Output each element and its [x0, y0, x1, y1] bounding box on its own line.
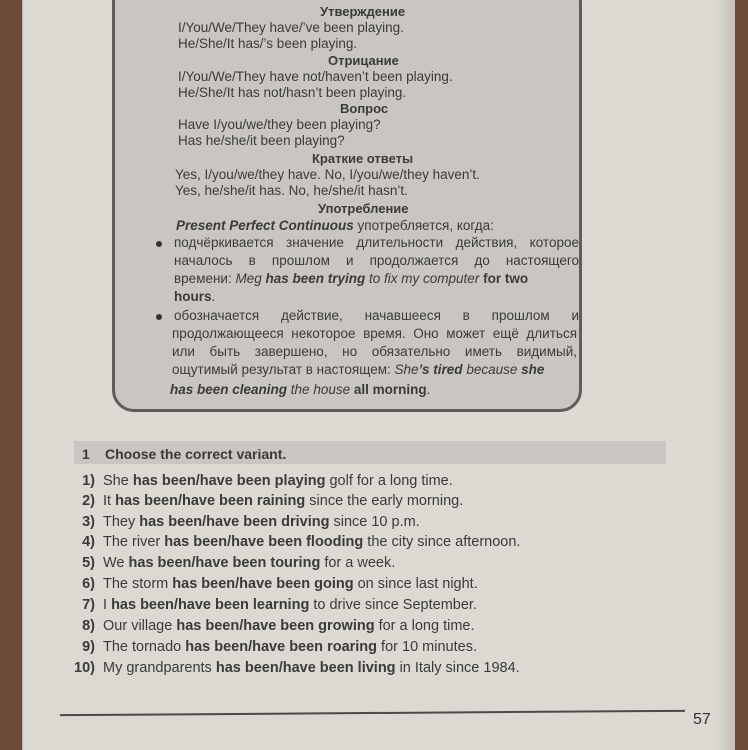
item-text-before: The tornado [103, 639, 186, 655]
bullet2-line-5 [170, 382, 430, 398]
item-choice: has been/have been touring [128, 555, 321, 571]
page-number: 57 [693, 711, 711, 728]
item-choice: has been/have been flooding [164, 534, 364, 550]
bullet2-example-state: ’s tired [418, 362, 463, 377]
item-text-after: in Italy since 1984. [395, 660, 520, 676]
bullet1-line-3 [174, 271, 528, 287]
item-number: 8) [82, 618, 95, 634]
item-text-after: for a week. [320, 555, 396, 571]
negative-line-1: I/You/We/They have not/haven’t been playing. [178, 69, 453, 84]
bullet2-example-she: she [521, 362, 545, 377]
negative-line-2: He/She/It has not/hasn’t been playing. [178, 85, 407, 100]
usage-heading: Употребление [318, 201, 409, 216]
short-answers-line-2: Yes, he/she/it has. No, he/she/it hasn’t. [175, 183, 408, 198]
item-number: 3) [82, 514, 95, 530]
exercise-title: Choose the correct variant. [105, 446, 287, 462]
bullet1-example-time-end: hours [174, 289, 212, 304]
item-text-before: They [103, 514, 140, 530]
exercise-item [65, 575, 478, 593]
usage-intro-rest: употребляется, когда: [353, 218, 494, 233]
usage-intro [176, 218, 494, 234]
negative-heading: Отрицание [328, 53, 399, 68]
item-text-before: The river [103, 534, 165, 550]
item-choice: has been/have been learning [111, 597, 310, 613]
affirmative-line-1: I/You/We/They have/’ve been playing. [178, 20, 404, 35]
item-text-before: The storm [103, 576, 173, 592]
affirmative-line-2: He/She/It has/’s been playing. [178, 36, 358, 51]
item-text-after: to drive since September. [309, 597, 477, 613]
item-choice: has been/have been roaring [185, 639, 378, 655]
bullet2-example-object: the house [287, 382, 354, 397]
bullet1-line-2: началось в прошлом и продолжается до настоящего [174, 253, 579, 268]
item-text-after: since 10 p.m. [329, 514, 420, 530]
item-choice: has been/have been going [172, 576, 354, 592]
question-line-1: Have I/you/we/they been playing? [178, 117, 381, 132]
bullet1-period: . [211, 289, 216, 304]
bullet2-line-2: продолжающееся некоторое время. Оно может ещё длиться [172, 326, 577, 341]
item-choice: has been/have been driving [139, 514, 330, 530]
bullet2-line-3: или быть завершено, но обязательно иметь видимый, [172, 344, 577, 359]
bullet1-example-rest: to fix my computer [365, 271, 484, 286]
item-text-before: Our village [103, 618, 177, 634]
bullet2-line-4 [172, 362, 544, 378]
bullet2-example-time: all morning [353, 382, 427, 397]
bullet-icon [156, 314, 162, 320]
item-choice: has been/have been raining [115, 493, 306, 509]
short-answers-heading: Краткие ответы [312, 151, 414, 166]
bullet1-text: времени: [174, 271, 236, 286]
item-number: 4) [82, 534, 95, 550]
item-number: 7) [82, 597, 95, 613]
item-text-after: since the early morning. [305, 493, 464, 509]
item-text-before: I [103, 597, 112, 613]
item-text-before: My grandparents [103, 660, 216, 676]
item-text-after: the city since afternoon. [363, 534, 521, 550]
bullet1-example-time: for two [483, 271, 529, 286]
item-number: 2) [82, 493, 95, 509]
item-number: 9) [82, 639, 95, 655]
bullet2-example-subject: She [394, 362, 419, 377]
item-choice: has been/have been playing [132, 473, 326, 489]
item-text-before: We [103, 555, 129, 571]
item-text-after: golf for a long time. [325, 473, 453, 489]
usage-intro-term: Present Perfect Continuous [176, 218, 354, 233]
item-number: 10) [74, 660, 95, 676]
item-text-before: It [103, 493, 116, 509]
bullet2-line-1: обозначается действие, начавшееся в прошлом и [174, 308, 579, 323]
exercise-item [65, 492, 463, 510]
item-choice: has been/have been growing [176, 618, 375, 634]
exercise-item [65, 638, 477, 656]
exercise-item [65, 554, 395, 572]
exercise-item [65, 513, 420, 531]
bullet2-period: . [426, 382, 431, 397]
bullet2-example-because: because [462, 362, 522, 377]
exercise-item [65, 533, 520, 551]
question-line-2: Has he/she/it been playing? [178, 133, 345, 148]
bullet1-line-4 [174, 289, 215, 305]
affirmative-heading: Утверждение [320, 4, 406, 19]
item-number: 6) [82, 576, 95, 592]
bullet1-example-subject: Meg [235, 271, 266, 286]
exercise-item [65, 659, 520, 677]
item-choice: has been/have been living [215, 660, 396, 676]
exercise-item [65, 617, 475, 635]
bullet1-example-verb: has been trying [265, 271, 366, 286]
item-text-after: for a long time. [374, 618, 475, 634]
bullet2-text: ощутимый результат в настоящем: [172, 362, 395, 377]
item-text-before: She [103, 473, 133, 489]
exercise-number: 1 [82, 446, 90, 462]
page-edge-shadow [715, 0, 735, 750]
item-number: 1) [82, 473, 95, 489]
bullet-icon [156, 241, 162, 247]
item-number: 5) [82, 555, 95, 571]
exercise-item [65, 472, 453, 490]
bullet1-line-1: подчёркивается значение длительности действия, которое [174, 235, 579, 250]
item-text-after: on since last night. [353, 576, 478, 592]
item-text-after: for 10 minutes. [377, 639, 477, 655]
bullet2-example-verb: has been cleaning [170, 382, 288, 397]
question-heading: Вопрос [340, 101, 389, 116]
exercise-item [65, 596, 477, 614]
short-answers-line-1: Yes, I/you/we/they have. No, I/you/we/they haven’t. [175, 167, 480, 182]
